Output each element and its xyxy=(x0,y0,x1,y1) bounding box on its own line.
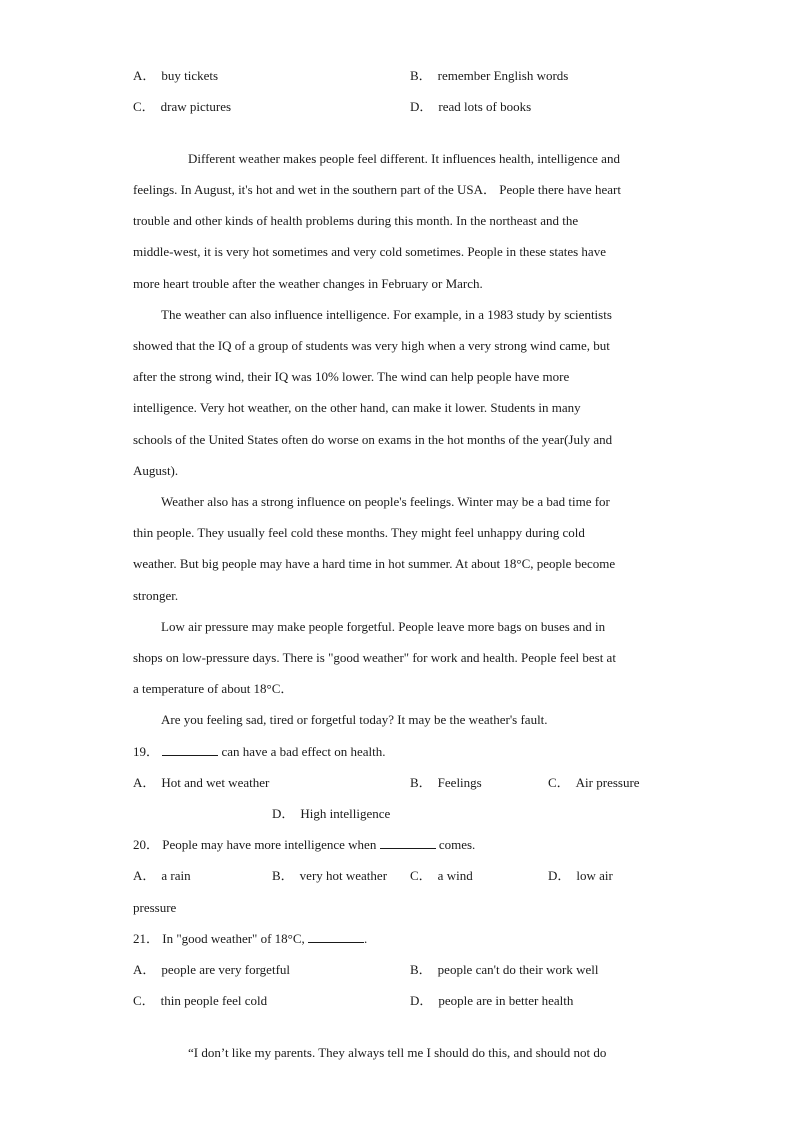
passage-line: intelligence. Very hot weather, on the other hand, can make it lower. Students in many xyxy=(133,400,581,415)
passage-line: stronger. xyxy=(133,588,179,603)
passage-line: trouble and other kinds of health problems during this month. In the northeast and the xyxy=(133,213,579,228)
q21-option-d[interactable]: D． people are in better health xyxy=(410,993,574,1008)
q19-option-c[interactable]: C． Air pressure xyxy=(548,775,640,790)
next-passage-line: “I don’t like my parents. They always tell me I should do this, and should not do xyxy=(188,1045,607,1060)
q19-option-b[interactable]: B． Feelings xyxy=(410,775,482,790)
q20-option-c[interactable]: C． a wind xyxy=(410,868,473,883)
passage-line: middle-west, it is very hot sometimes and very cold sometimes. People in these states have xyxy=(133,244,606,259)
q20-option-d-wrap: pressure xyxy=(133,900,177,915)
passage-line: after the strong wind, their IQ was 10% lower. The wind can help people have more xyxy=(133,369,570,384)
passage-line: weather. But big people may have a hard time in hot summer. At about 18°C, people become xyxy=(133,556,616,571)
question-19-stem: 19． can have a bad effect on health. xyxy=(133,744,386,759)
answer-blank xyxy=(380,837,436,849)
passage-line: Are you feeling sad, tired or forgetful today? It may be the weather's fault. xyxy=(161,712,548,727)
passage-line: August). xyxy=(133,463,179,478)
passage-line: shops on low-pressure days. There is "good weather" for work and health. People feel best at xyxy=(133,650,616,665)
q21-option-a[interactable]: A． people are very forgetful xyxy=(133,962,291,977)
passage-line: thin people. They usually feel cold these months. They might feel unhappy during cold xyxy=(133,525,585,540)
q21-option-b[interactable]: B． people can't do their work well xyxy=(410,962,599,977)
prev-option-b[interactable]: B． remember English words xyxy=(410,68,569,83)
passage-line: The weather can also influence intelligence. For example, in a 1983 study by scientists xyxy=(161,307,612,322)
answer-blank xyxy=(308,931,364,943)
prev-option-a[interactable]: A． buy tickets xyxy=(133,68,219,83)
passage-line: more heart trouble after the weather changes in February or March. xyxy=(133,276,483,291)
prev-option-c[interactable]: C． draw pictures xyxy=(133,99,232,114)
passage-line: schools of the United States often do worse on exams in the hot months of the year(July and xyxy=(133,432,613,447)
passage-line: feelings. In August, it's hot and wet in the southern part of the USA． People there have heart xyxy=(133,182,621,197)
q19-option-d[interactable]: D． High intelligence xyxy=(272,806,391,821)
passage-line: a temperature of about 18°C． xyxy=(133,681,294,696)
passage-line: showed that the IQ of a group of students was very high when a very strong wind came, but xyxy=(133,338,610,353)
q20-option-d[interactable]: D． low air xyxy=(548,868,613,883)
q21-option-c[interactable]: C． thin people feel cold xyxy=(133,993,268,1008)
q20-option-b[interactable]: B． very hot weather xyxy=(272,868,388,883)
q20-option-a[interactable]: A． a rain xyxy=(133,868,191,883)
question-20-stem: 20． People may have more intelligence when comes. xyxy=(133,837,476,852)
prev-option-d[interactable]: D． read lots of books xyxy=(410,99,532,114)
q19-option-a[interactable]: A． Hot and wet weather xyxy=(133,775,270,790)
passage-line: Low air pressure may make people forgetful. People leave more bags on buses and in xyxy=(161,619,606,634)
answer-blank xyxy=(162,744,218,756)
passage-line: Different weather makes people feel different. It influences health, intelligence and xyxy=(188,151,620,166)
question-21-stem: 21． In "good weather" of 18°C, . xyxy=(133,931,368,946)
passage-line: Weather also has a strong influence on people's feelings. Winter may be a bad time for xyxy=(161,494,610,509)
